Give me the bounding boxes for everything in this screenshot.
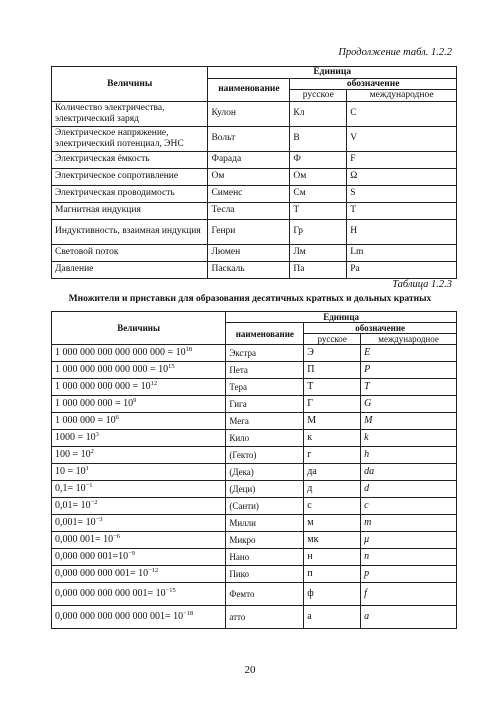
russian-symbol-cell: п xyxy=(304,566,361,583)
multiplier-base: 1 000 000 000 000 = 10 xyxy=(55,381,151,392)
prefix-name-cell: атто xyxy=(226,606,304,629)
international-symbol-cell: μ xyxy=(361,532,457,549)
russian-symbol-cell: Э xyxy=(304,345,361,362)
prefix-name-cell: Кило xyxy=(226,430,304,447)
units-table xyxy=(51,66,457,279)
russian-symbol-cell: м xyxy=(304,515,361,532)
multiplier-cell xyxy=(52,532,226,549)
table-row xyxy=(52,606,457,629)
table-row xyxy=(52,362,457,379)
multiplier-cell xyxy=(52,549,226,566)
table-row xyxy=(52,566,457,583)
table-row xyxy=(52,430,457,447)
quantity-cell: Индуктивность, взаимная индукция xyxy=(52,219,208,244)
multiplier-base: 0,1= 10 xyxy=(55,483,86,494)
russian-symbol-cell: с xyxy=(304,498,361,515)
multiplier-base: 1 000 000 000 000 000 = 10 xyxy=(55,364,169,375)
multiplier-exponent: −9 xyxy=(128,550,136,557)
international-symbol-cell: G xyxy=(361,396,457,413)
unit-name-cell: Генри xyxy=(208,219,290,244)
multiplier-exponent: −15 xyxy=(165,587,176,594)
table-row xyxy=(52,583,457,606)
russian-symbol-cell: а xyxy=(304,606,361,629)
multiplier-base: 0,01= 10 xyxy=(55,500,91,511)
prefix-name-cell: Пико xyxy=(226,566,304,583)
multiplier-base: 100 = 10 xyxy=(55,449,91,460)
russian-symbol-cell: да xyxy=(304,464,361,481)
header-name: наименование xyxy=(226,323,304,345)
multiplier-cell xyxy=(52,413,226,430)
international-symbol-cell: H xyxy=(347,219,457,244)
table-row xyxy=(52,101,457,126)
russian-symbol-cell: к xyxy=(304,430,361,447)
header-international: международное xyxy=(347,90,457,102)
international-symbol-cell: da xyxy=(361,464,457,481)
prefix-name-cell: Пета xyxy=(226,362,304,379)
prefix-name-cell: Гига xyxy=(226,396,304,413)
international-symbol-cell: m xyxy=(361,515,457,532)
table-row xyxy=(52,168,457,185)
international-symbol-cell: T xyxy=(361,379,457,396)
russian-symbol-cell: См xyxy=(290,185,347,202)
quantity-cell: Электрическое напряжение, электрический потенциал, ЭНС xyxy=(52,126,208,151)
header-quantities: Величины xyxy=(52,67,208,102)
prefix-name-cell: Милли xyxy=(226,515,304,532)
multiplier-base: 0,001= 10 xyxy=(55,517,96,528)
unit-name-cell: Тесла xyxy=(208,202,290,219)
international-symbol-cell: Lm xyxy=(347,244,457,261)
russian-symbol-cell: Т xyxy=(304,379,361,396)
russian-symbol-cell: М xyxy=(304,413,361,430)
table-row xyxy=(52,498,457,515)
multiplier-exponent: 12 xyxy=(150,380,158,387)
table-row xyxy=(52,515,457,532)
header-quantities: Величины xyxy=(52,312,226,345)
table-row xyxy=(52,532,457,549)
international-symbol-cell: k xyxy=(361,430,457,447)
multiplier-exponent: 2 xyxy=(90,448,94,455)
russian-symbol-cell: Ф xyxy=(290,151,347,168)
table-caption: Таблица 1.2.3 xyxy=(392,279,452,290)
international-symbol-cell: p xyxy=(361,566,457,583)
header-unit: Единица xyxy=(208,67,457,79)
russian-symbol-cell: Лм xyxy=(290,244,347,261)
unit-name-cell: Ом xyxy=(208,168,290,185)
russian-symbol-cell: д xyxy=(304,481,361,498)
russian-symbol-cell: Па xyxy=(290,261,347,278)
russian-symbol-cell: н xyxy=(304,549,361,566)
prefix-name-cell: Тера xyxy=(226,379,304,396)
prefix-name-cell: Экстра xyxy=(226,345,304,362)
prefix-name-cell: (Санти) xyxy=(226,498,304,515)
prefix-name-cell: Микро xyxy=(226,532,304,549)
russian-symbol-cell: Т xyxy=(290,202,347,219)
multiplier-cell xyxy=(52,362,226,379)
table-row xyxy=(52,261,457,278)
multiplier-cell xyxy=(52,498,226,515)
international-symbol-cell: V xyxy=(347,126,457,151)
international-symbol-cell: d xyxy=(361,481,457,498)
multiplier-cell xyxy=(52,566,226,583)
multiplier-cell xyxy=(52,396,226,413)
multiplier-cell xyxy=(52,430,226,447)
russian-symbol-cell: г xyxy=(304,447,361,464)
table-row xyxy=(52,151,457,168)
unit-name-cell: Люмен xyxy=(208,244,290,261)
quantity-cell: Электрическое сопротивление xyxy=(52,168,208,185)
multiplier-base: 0,000 001= 10 xyxy=(55,534,114,545)
prefix-name-cell: Мега xyxy=(226,413,304,430)
russian-symbol-cell: ф xyxy=(304,583,361,606)
multiplier-base: 0,000 000 001=10 xyxy=(55,551,129,562)
international-symbol-cell: n xyxy=(361,549,457,566)
multiplier-base: 0,000 000 000 000 000 001= 10 xyxy=(55,611,184,622)
table-row xyxy=(52,396,457,413)
multiplier-base: 10 = 10 xyxy=(55,466,86,477)
international-symbol-cell: P xyxy=(361,362,457,379)
multiplier-base: 1 000 000 000 = 10 xyxy=(55,398,134,409)
multiplier-exponent: 15 xyxy=(168,363,175,370)
russian-symbol-cell: В xyxy=(290,126,347,151)
international-symbol-cell: S xyxy=(347,185,457,202)
table-row xyxy=(52,345,457,362)
prefix-name-cell: (Деци) xyxy=(226,481,304,498)
header-international: международное xyxy=(361,334,457,345)
russian-symbol-cell: Гр xyxy=(290,219,347,244)
international-symbol-cell: Pa xyxy=(347,261,457,278)
quantity-cell: Электрическая ёмкость xyxy=(52,151,208,168)
multiplier-cell xyxy=(52,515,226,532)
header-russian: русское xyxy=(290,90,347,102)
multiplier-exponent: 18 xyxy=(185,346,193,353)
unit-name-cell: Кулон xyxy=(208,101,290,126)
table-title: Множители и приставки для образования десятичных кратных и дольных кратных xyxy=(68,294,432,304)
multiplier-exponent: −18 xyxy=(183,610,194,617)
table-row xyxy=(52,379,457,396)
table-row xyxy=(52,413,457,430)
multiplier-exponent: 6 xyxy=(115,414,119,421)
table-row xyxy=(52,244,457,261)
table-row xyxy=(52,126,457,151)
international-symbol-cell: f xyxy=(361,583,457,606)
multiplier-cell xyxy=(52,606,226,629)
quantity-cell: Магнитная индукция xyxy=(52,202,208,219)
quantity-cell: Световой поток xyxy=(52,244,208,261)
unit-name-cell: Фарада xyxy=(208,151,290,168)
table-row xyxy=(52,481,457,498)
unit-name-cell: Сименс xyxy=(208,185,290,202)
quantity-cell: Электрическая проводимость xyxy=(52,185,208,202)
multiplier-cell xyxy=(52,345,226,362)
quantity-cell: Давление xyxy=(52,261,208,278)
prefix-name-cell: Нано xyxy=(226,549,304,566)
multiplier-exponent: 3 xyxy=(95,431,99,438)
russian-symbol-cell: Г xyxy=(304,396,361,413)
russian-symbol-cell: Ом xyxy=(290,168,347,185)
table-row xyxy=(52,202,457,219)
multiplier-exponent: 9 xyxy=(133,397,137,404)
international-symbol-cell: C xyxy=(347,101,457,126)
international-symbol-cell: a xyxy=(361,606,457,629)
unit-name-cell: Вольт xyxy=(208,126,290,151)
header-unit: Единица xyxy=(226,312,457,323)
multiplier-cell xyxy=(52,481,226,498)
russian-symbol-cell: П xyxy=(304,362,361,379)
international-symbol-cell: c xyxy=(361,498,457,515)
table-row xyxy=(52,549,457,566)
page-number: 20 xyxy=(244,664,256,676)
multiplier-cell xyxy=(52,447,226,464)
table-row xyxy=(52,219,457,244)
prefix-name-cell: Фемто xyxy=(226,583,304,606)
multiplier-cell xyxy=(52,583,226,606)
multiplier-exponent: −3 xyxy=(95,516,103,523)
prefixes-table xyxy=(51,311,457,629)
unit-name-cell: Паскаль xyxy=(208,261,290,278)
multiplier-exponent: 1 xyxy=(85,465,89,472)
multiplier-base: 1 000 000 000 000 000 000 = 10 xyxy=(55,347,186,358)
prefix-name-cell: (Дека) xyxy=(226,464,304,481)
quantity-cell: Количество электричества, электрический заряд xyxy=(52,101,208,126)
table-row xyxy=(52,464,457,481)
russian-symbol-cell: мк xyxy=(304,532,361,549)
international-symbol-cell: F xyxy=(347,151,457,168)
multiplier-base: 0,000 000 000 001= 10 xyxy=(55,568,149,579)
multiplier-exponent: −1 xyxy=(85,482,93,489)
multiplier-base: 1000 = 10 xyxy=(55,432,96,443)
header-name: наименование xyxy=(208,78,290,101)
international-symbol-cell: E xyxy=(361,345,457,362)
table-row xyxy=(52,447,457,464)
multiplier-exponent: −2 xyxy=(90,499,98,506)
international-symbol-cell: M xyxy=(361,413,457,430)
multiplier-cell xyxy=(52,464,226,481)
international-symbol-cell: Ω xyxy=(347,168,457,185)
multiplier-base: 1 000 000 = 10 xyxy=(55,415,116,426)
international-symbol-cell: T xyxy=(347,202,457,219)
prefix-name-cell: (Гекто) xyxy=(226,447,304,464)
continuation-caption: Продолжение табл. 1.2.2 xyxy=(338,47,452,58)
header-designation: обозначение xyxy=(304,323,457,334)
header-russian: русское xyxy=(304,334,361,345)
russian-symbol-cell: Кл xyxy=(290,101,347,126)
multiplier-exponent: −12 xyxy=(148,567,159,574)
table-row xyxy=(52,185,457,202)
international-symbol-cell: h xyxy=(361,447,457,464)
multiplier-cell xyxy=(52,379,226,396)
multiplier-base: 0,000 000 000 000 001= 10 xyxy=(55,588,166,599)
header-designation: обозначение xyxy=(290,78,457,90)
multiplier-exponent: −6 xyxy=(113,533,121,540)
